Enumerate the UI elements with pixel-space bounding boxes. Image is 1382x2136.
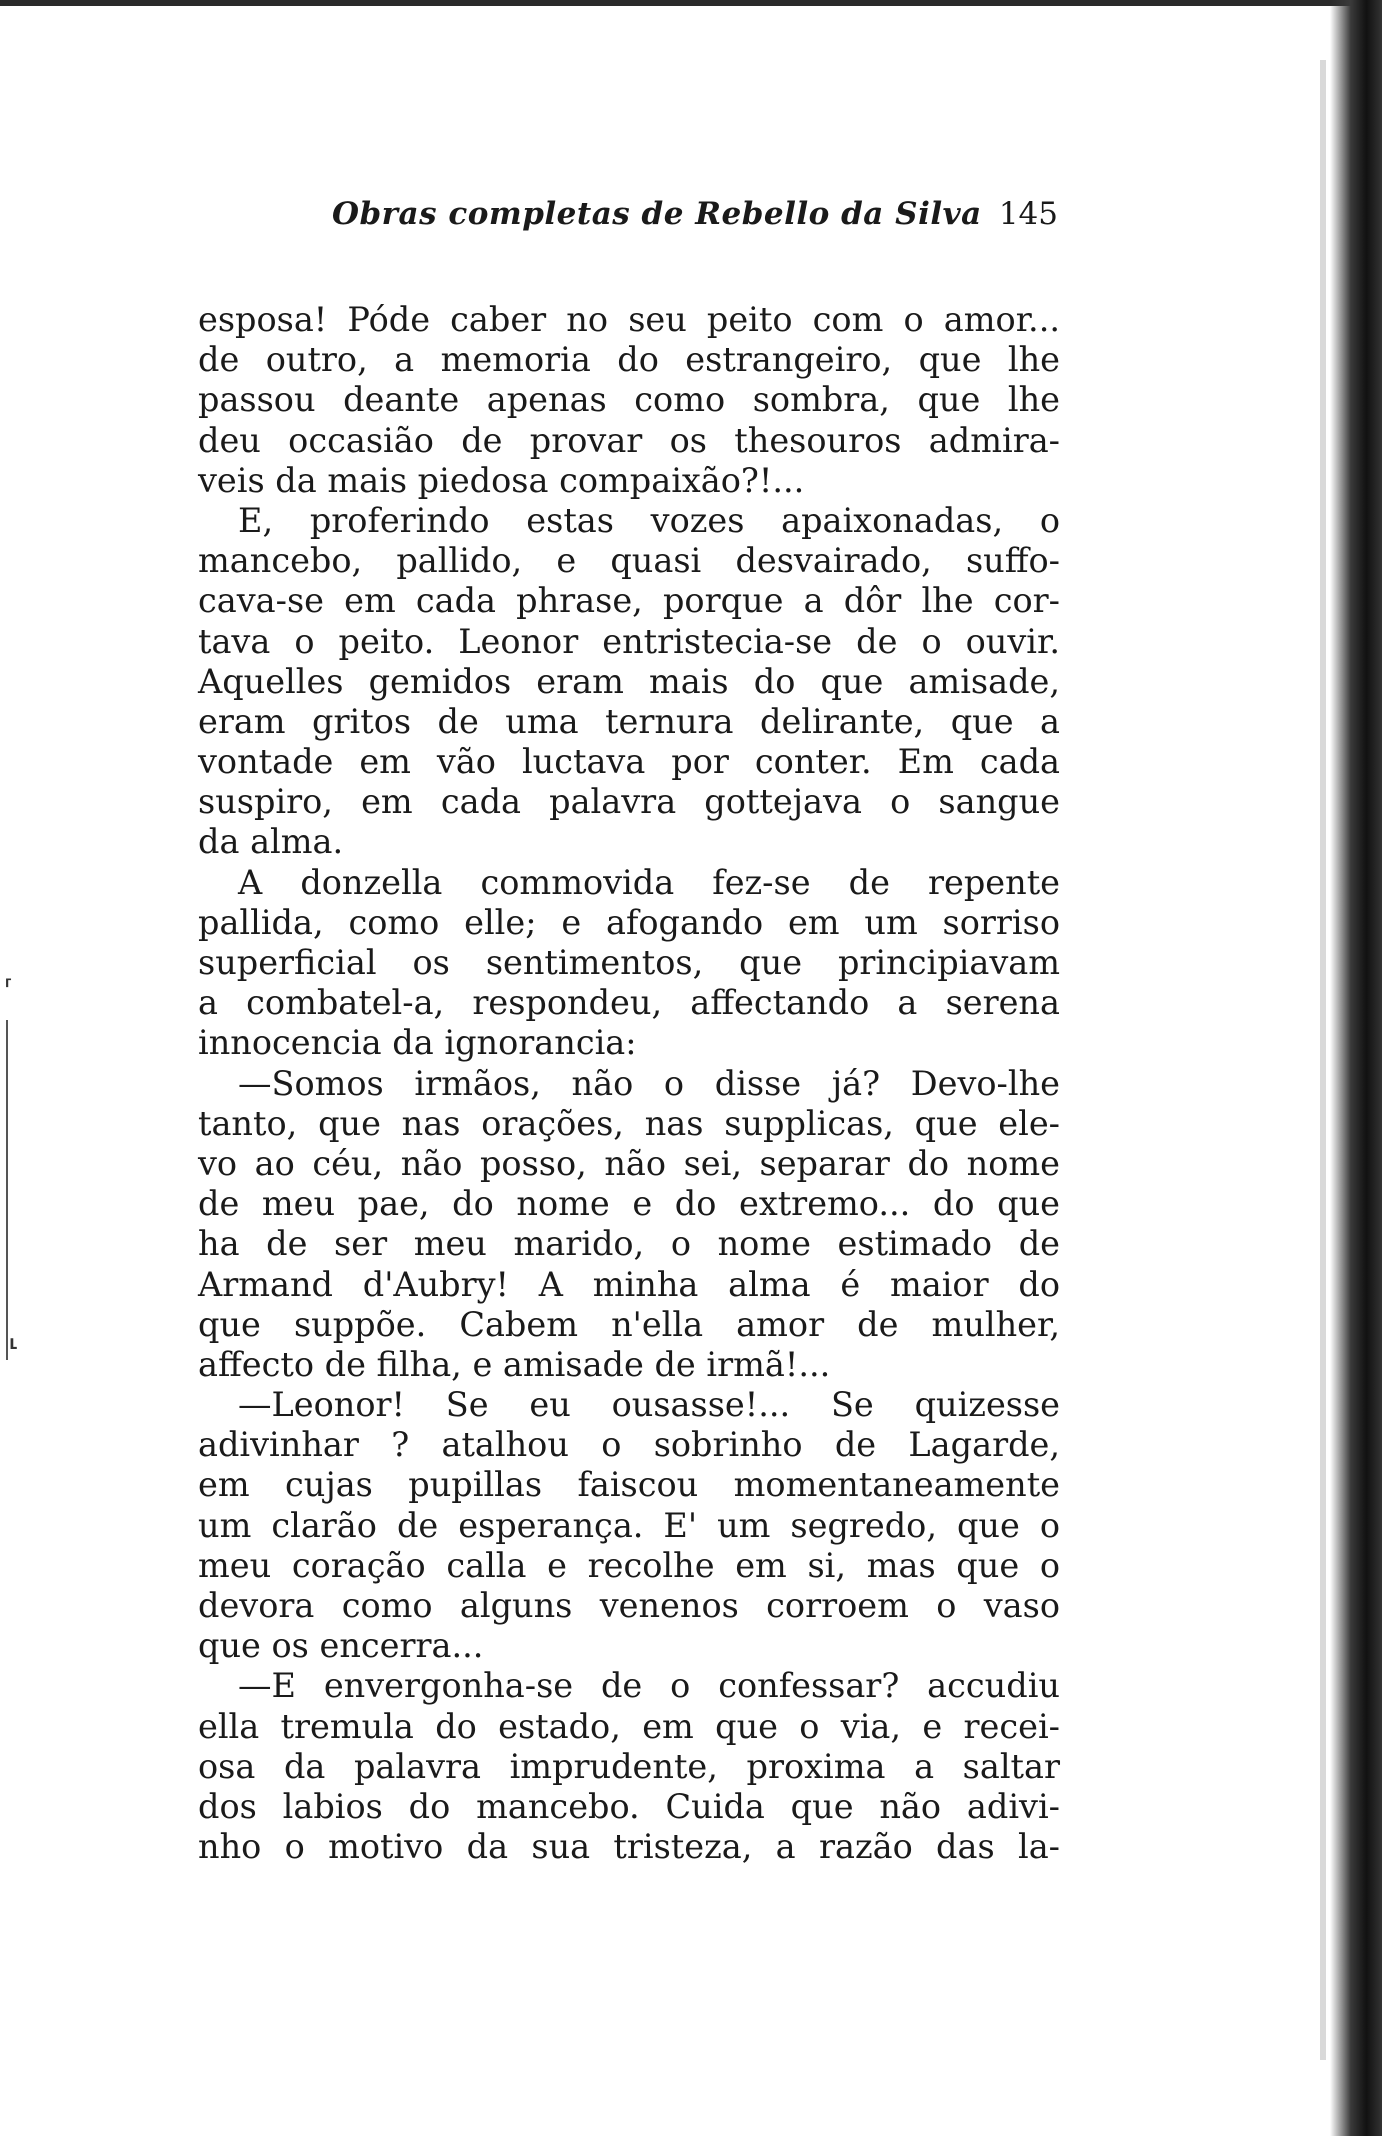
- running-head: [332, 196, 1058, 240]
- text-line: suspiro, em cada palavra gottejava o sangue: [198, 782, 1060, 822]
- text-line: superficial os sentimentos, que principiavam: [198, 943, 1060, 982]
- running-title: Obras completas de Rebello da Silva: [332, 196, 982, 232]
- text-line: mancebo, pallido, e quasi desvairado, suffo-: [198, 541, 1060, 581]
- text-line: pallida, como elle; e afogando em um sorriso: [198, 902, 1060, 942]
- text-line: A donzella commovida fez-se de repente: [238, 862, 1060, 902]
- text-line: vo ao céu, não posso, não sei, separar do nome: [198, 1143, 1060, 1183]
- margin-line: [6, 1020, 8, 1360]
- text-line: ha de ser meu marido, o nome estimado de: [198, 1224, 1060, 1264]
- text-line: nho o motivo da sua tristeza, a razão das la-: [198, 1827, 1060, 1867]
- text-line: —Somos irmãos, não o disse já? Devo-lhe: [238, 1063, 1060, 1103]
- text-line: cava-se em cada phrase, porque a dôr lhe cor-: [198, 581, 1060, 621]
- text-line: esposa! Póde caber no seu peito com o amor...: [198, 300, 1060, 339]
- text-line: E, proferindo estas vozes apaixonadas, o: [238, 500, 1060, 540]
- text-line: um clarão de esperança. E' um segredo, que o: [198, 1505, 1060, 1545]
- page-gutter-shadow: [1320, 60, 1326, 2060]
- text-line: em cujas pupillas faiscou momentaneamente: [198, 1465, 1060, 1505]
- text-line: de meu pae, do nome e do extremo... do que: [198, 1184, 1060, 1224]
- text-line: adivinhar ? atalhou o sobrinho de Lagarde,: [198, 1425, 1060, 1465]
- text-line: deu occasião de provar os thesouros admira-: [198, 420, 1060, 460]
- text-line: —Leonor! Se eu ousasse!... Se quizesse: [238, 1385, 1060, 1425]
- text-line: passou deante apenas como sombra, que lhe: [198, 380, 1060, 420]
- text-line: devora como alguns venenos corroem o vaso: [198, 1586, 1060, 1625]
- page-top-edge-shadow: [0, 0, 1382, 6]
- text-line: dos labios do mancebo. Cuida que não adivi-: [198, 1786, 1060, 1826]
- text-line: —E envergonha-se de o confessar? accudiu: [238, 1666, 1060, 1706]
- text-line: osa da palavra imprudente, proxima a saltar: [198, 1746, 1060, 1786]
- text-line: da alma.: [198, 822, 344, 862]
- body-text: [198, 300, 1060, 1867]
- text-line: Aquelles gemidos eram mais do que amisade,: [198, 661, 1060, 701]
- text-line: que os encerra...: [198, 1626, 484, 1666]
- text-line: que suppõe. Cabem n'ella amor de mulher,: [198, 1304, 1060, 1344]
- text-line: a combatel-a, respondeu, affectando a serena: [198, 983, 1060, 1023]
- text-line: meu coração calla e recolhe em si, mas que o: [198, 1545, 1060, 1585]
- text-line: ella tremula do estado, em que o via, e recei-: [198, 1706, 1060, 1746]
- margin-mark-icon: ⸢: [4, 975, 14, 1003]
- text-line: tava o peito. Leonor entristecia-se de o ouvir.: [198, 621, 1060, 661]
- margin-mark-icon: ⸤: [8, 1318, 20, 1353]
- text-line: Armand d'Aubry! A minha alma é maior do: [198, 1264, 1060, 1304]
- text-line: affecto de filha, e amisade de irmã!...: [198, 1344, 831, 1384]
- text-line: de outro, a memoria do estrangeiro, que lhe: [198, 340, 1060, 380]
- text-line: innocencia da ignorancia:: [198, 1023, 637, 1063]
- page-number: 145: [998, 196, 1058, 232]
- text-line: eram gritos de uma ternura delirante, que a: [198, 701, 1060, 741]
- text-line: vontade em vão luctava por conter. Em cada: [198, 742, 1060, 782]
- page-binding-shadow: [1330, 0, 1382, 2136]
- text-line: tanto, que nas orações, nas supplicas, que ele-: [198, 1103, 1060, 1143]
- text-line: veis da mais piedosa compaixão?!...: [198, 460, 805, 500]
